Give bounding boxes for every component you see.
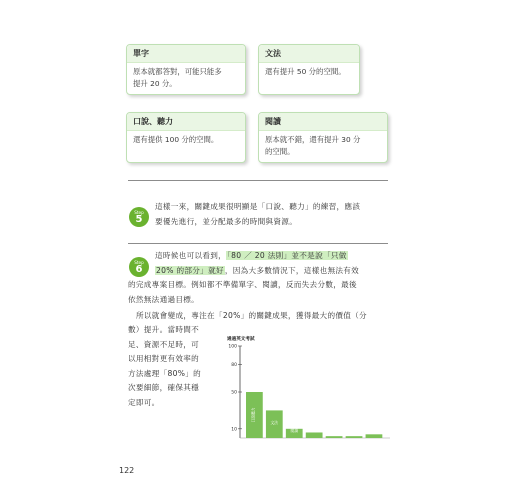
bar [346, 436, 363, 438]
card-title: 口說、聽力 [127, 113, 245, 131]
card-title: 閱讀 [259, 113, 387, 131]
text-line: 數）提升。當時間不 [128, 325, 200, 334]
bar-label: 單字 [310, 428, 318, 433]
card-title: 文法 [259, 45, 359, 63]
text-line: 次要細節，確保其穩 [128, 383, 200, 393]
text-line: 的完成專案目標。例如都不準備單字、閱讀，反而失去分數，最後 [128, 280, 357, 289]
step-badge-number: 5 [135, 214, 143, 225]
card-reading [258, 112, 388, 163]
paragraph-intro [136, 309, 400, 324]
card-vocabulary [126, 44, 246, 95]
card-line: 提升 20 分。 [133, 79, 177, 88]
bar [366, 434, 383, 438]
text-line: 定即可。 [128, 397, 160, 407]
text-line [155, 264, 395, 279]
bar-label: 文法 [270, 420, 279, 426]
highlight-text: 20% 的部分」就好 [156, 265, 224, 275]
step-6-text [155, 249, 395, 278]
step-6-badge [129, 257, 149, 277]
y-tick-label: 100 [228, 344, 237, 350]
card-line: 的空間。 [265, 147, 295, 156]
chart-title: 通過英文考試 [227, 337, 255, 342]
text-segment: 這時候也可以看到， [155, 251, 227, 260]
card-text [127, 131, 245, 162]
y-tick-label: 10 [231, 427, 237, 433]
step-badge-number: 6 [135, 264, 143, 275]
card-line: 還有提供 100 分的空間。 [133, 135, 219, 144]
card-line: 原本就不錯，還有提升 30 分 [265, 135, 361, 144]
text-line: 這樣一來，關鍵成果很明顯是「口說、聽力」的練習，應該 [155, 202, 361, 211]
paragraph-wrap [128, 323, 220, 411]
card-text [259, 131, 387, 162]
bar [306, 432, 323, 438]
card-title: 單字 [127, 45, 245, 63]
page-number: 122 [119, 466, 135, 475]
highlight-text: 「80 ／ 20 法則」並不是說「只做 [227, 251, 347, 260]
text-segment: ，因為大多數情況下，這樣也無法有效 [224, 265, 360, 275]
card-line: 還有提升 50 分的空間。 [265, 67, 346, 76]
step-5-text [155, 200, 395, 229]
step-badge-label: Step [134, 260, 144, 265]
text-line: 足、資源不足時，可 [128, 339, 200, 349]
bar-chart [226, 340, 396, 440]
divider [128, 180, 388, 181]
text-line: 依然無法通過目標。 [128, 294, 200, 304]
text-line: 以用相對更有效率的 [128, 354, 200, 364]
y-tick-label: 80 [231, 363, 237, 368]
step-badge-label: Step [134, 210, 144, 215]
text-line: 所以就會變成，專注在「20%」的關鍵成果，獲得最大的價值（分 [136, 311, 367, 320]
step-6-text-cont [128, 278, 398, 307]
bar [326, 436, 343, 438]
y-tick-label: 50 [231, 390, 237, 396]
text-line: 要優先進行，並分配最多的時間與資源。 [155, 216, 298, 226]
divider [128, 243, 388, 244]
card-text [127, 63, 245, 94]
bar-label: 閱讀 [290, 428, 299, 433]
card-grammar [258, 44, 360, 95]
text-line [155, 249, 395, 264]
card-line: 原本就都答對，可能只能多 [133, 67, 222, 76]
bar-label: 口說聽力 [250, 407, 256, 423]
text-line: 方法處理「80%」的 [128, 368, 202, 378]
step-5-badge [129, 207, 149, 227]
card-text [259, 63, 359, 94]
card-speaking-listening [126, 112, 246, 163]
